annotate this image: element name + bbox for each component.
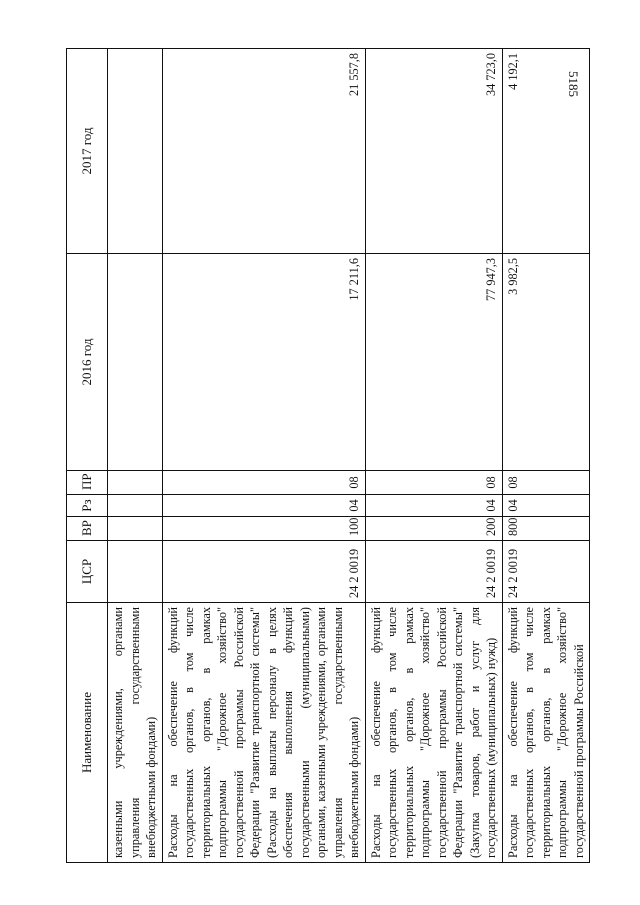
row-vr: 100 bbox=[162, 517, 365, 541]
table-row bbox=[108, 49, 163, 863]
page-number: 5185 bbox=[566, 71, 581, 97]
row-2016: 77 947,3 bbox=[365, 254, 502, 471]
row-2017: 4 192,1 bbox=[502, 49, 590, 254]
row-vr: 800 bbox=[502, 517, 590, 541]
budget-table-rotated bbox=[66, 49, 610, 863]
row-2016: 3 982,5 bbox=[502, 254, 590, 471]
row-csr: 24 2 0019 bbox=[162, 541, 365, 603]
table-row bbox=[365, 49, 502, 863]
row-csr: 24 2 0019 bbox=[365, 541, 502, 603]
table-row bbox=[162, 49, 365, 863]
row-name: Расходы на обеспечение функций государственных органов, в том числе территориальных органов, в рамках подпрограммы "Дорожное хозяйство" государственной программы Российской Федерации "Развитие транспортной системы" (Закупка товаров, работ и услуг для государственных (муниципальных) нужд) bbox=[365, 603, 502, 863]
row-2017: 34 723,0 bbox=[365, 49, 502, 254]
header-rz: Рз bbox=[67, 495, 108, 517]
row-rz: 04 bbox=[162, 495, 365, 517]
row-rz: 04 bbox=[365, 495, 502, 517]
header-name: Наименование bbox=[67, 603, 108, 863]
row-rz: 04 bbox=[502, 495, 590, 517]
header-csr: ЦСР bbox=[67, 541, 108, 603]
budget-table bbox=[66, 48, 590, 863]
row-2017: 21 557,8 bbox=[162, 49, 365, 254]
row-pr: 08 bbox=[162, 471, 365, 495]
row-pr: 08 bbox=[365, 471, 502, 495]
row-name: Расходы на обеспечение функций государственных органов, в том числе территориальных органов, в рамках подпрограммы "Дорожное хозяйство" государственной программы Российской Федерации "Развитие транспортной системы" (Расходы на выплаты персоналу в целях обеспечения выполнения функций государственными (муниципальными) органами, казенными учреждениями, органами управления государственными внебюджетными фондами) bbox=[162, 603, 365, 863]
row-pr: 08 bbox=[502, 471, 590, 495]
header-row bbox=[67, 49, 108, 863]
continuation-text: казенными учреждениями, органами управления государственными внебюджетными фондами) bbox=[108, 603, 163, 863]
row-vr: 200 bbox=[365, 517, 502, 541]
row-2016: 17 211,6 bbox=[162, 254, 365, 471]
header-2016: 2016 год bbox=[67, 254, 108, 471]
row-name: Расходы на обеспечение функций государственных органов, в том числе территориальных органов, в рамках подпрограммы "Дорожное хозяйство" государственной программы Российской bbox=[502, 603, 590, 863]
table-row bbox=[502, 49, 590, 863]
header-2017: 2017 год bbox=[67, 49, 108, 254]
header-pr: ПР bbox=[67, 471, 108, 495]
row-csr: 24 2 0019 bbox=[502, 541, 590, 603]
header-vr: ВР bbox=[67, 517, 108, 541]
